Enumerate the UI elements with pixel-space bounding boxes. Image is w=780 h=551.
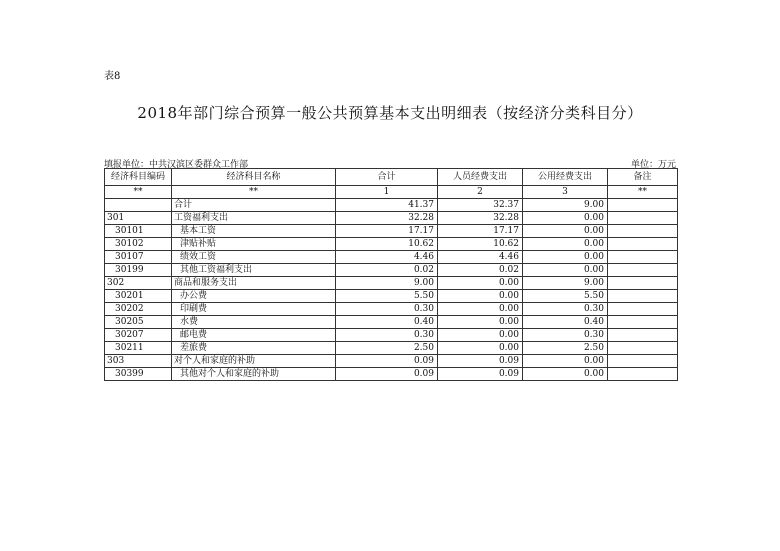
cell-public: 0.00: [523, 264, 608, 277]
cell-note: [608, 251, 678, 264]
index-row: [105, 186, 678, 199]
cell-note: [608, 199, 678, 212]
cell-name: 工资福利支出: [172, 212, 336, 225]
cell-total: 32.28: [336, 212, 438, 225]
cell-code: 30211: [105, 342, 172, 355]
cell-personnel: 0.02: [438, 264, 523, 277]
cell-code: 30199: [105, 264, 172, 277]
cell-note: [608, 225, 678, 238]
cell-personnel: 0.00: [438, 316, 523, 329]
cell-total: 41.37: [336, 199, 438, 212]
cell-note: [608, 212, 678, 225]
cell-total: 0.09: [336, 355, 438, 368]
cell-total: 4.46: [336, 251, 438, 264]
cell-note: [608, 368, 678, 381]
index-cell: **: [172, 186, 336, 199]
cell-public: 9.00: [523, 277, 608, 290]
cell-code: 30202: [105, 303, 172, 316]
cell-personnel: 0.00: [438, 303, 523, 316]
cell-name: 商品和服务支出: [172, 277, 336, 290]
cell-public: 0.30: [523, 303, 608, 316]
cell-personnel: 10.62: [438, 238, 523, 251]
cell-code: [105, 199, 172, 212]
cell-name: 绩效工资: [172, 251, 336, 264]
cell-total: 0.30: [336, 329, 438, 342]
cell-public: 0.40: [523, 316, 608, 329]
currency-unit: 单位：万元: [630, 160, 676, 170]
cell-note: [608, 316, 678, 329]
cell-code: 30201: [105, 290, 172, 303]
cell-total: 5.50: [336, 290, 438, 303]
cell-personnel: 0.00: [438, 329, 523, 342]
cell-public: 0.00: [523, 238, 608, 251]
table-row: [105, 251, 678, 264]
cell-total: 0.40: [336, 316, 438, 329]
cell-total: 0.02: [336, 264, 438, 277]
header-note: 备注: [608, 169, 678, 186]
cell-name: 印刷费: [172, 303, 336, 316]
cell-name: 差旅费: [172, 342, 336, 355]
table-row: [105, 368, 678, 381]
cell-code: 30207: [105, 329, 172, 342]
cell-name: 对个人和家庭的补助: [172, 355, 336, 368]
cell-code: 30399: [105, 368, 172, 381]
table-row: [105, 303, 678, 316]
cell-note: [608, 264, 678, 277]
cell-public: 2.50: [523, 342, 608, 355]
header-public: 公用经费支出: [523, 169, 608, 186]
cell-personnel: 32.37: [438, 199, 523, 212]
cell-name: 其他工资福利支出: [172, 264, 336, 277]
cell-personnel: 32.28: [438, 212, 523, 225]
cell-total: 0.30: [336, 303, 438, 316]
cell-name: 基本工资: [172, 225, 336, 238]
table-row: [105, 238, 678, 251]
table-row: [105, 290, 678, 303]
cell-personnel: 0.09: [438, 368, 523, 381]
cell-personnel: 4.46: [438, 251, 523, 264]
cell-note: [608, 238, 678, 251]
table-number: 表8: [104, 71, 121, 82]
table-row: [105, 355, 678, 368]
cell-personnel: 0.00: [438, 290, 523, 303]
cell-public: 0.00: [523, 212, 608, 225]
cell-public: 0.00: [523, 355, 608, 368]
cell-total: 9.00: [336, 277, 438, 290]
cell-total: 2.50: [336, 342, 438, 355]
table-row: [105, 199, 678, 212]
table-row: [105, 329, 678, 342]
cell-total: 17.17: [336, 225, 438, 238]
cell-total: 10.62: [336, 238, 438, 251]
cell-code: 30205: [105, 316, 172, 329]
cell-total: 0.09: [336, 368, 438, 381]
table-row: [105, 277, 678, 290]
cell-name: 津贴补贴: [172, 238, 336, 251]
budget-table: [104, 168, 678, 381]
cell-personnel: 0.09: [438, 355, 523, 368]
header-total: 合计: [336, 169, 438, 186]
cell-name: 办公费: [172, 290, 336, 303]
cell-note: [608, 290, 678, 303]
cell-public: 0.00: [523, 225, 608, 238]
cell-personnel: 0.00: [438, 342, 523, 355]
cell-note: [608, 277, 678, 290]
reporting-unit: 填报单位：中共汉滨区委群众工作部: [104, 160, 249, 170]
index-cell: 2: [438, 186, 523, 199]
index-cell: **: [105, 186, 172, 199]
cell-public: 0.00: [523, 368, 608, 381]
table-row: [105, 316, 678, 329]
index-cell: 1: [336, 186, 438, 199]
cell-personnel: 0.00: [438, 277, 523, 290]
cell-public: 9.00: [523, 199, 608, 212]
cell-personnel: 17.17: [438, 225, 523, 238]
document-title: 2018年部门综合预算一般公共预算基本支出明细表（按经济分类科目分）: [137, 104, 643, 122]
table-row: [105, 342, 678, 355]
table-row: [105, 264, 678, 277]
cell-note: [608, 355, 678, 368]
cell-code: 30101: [105, 225, 172, 238]
table-row: [105, 212, 678, 225]
index-cell: 3: [523, 186, 608, 199]
header-personnel: 人员经费支出: [438, 169, 523, 186]
cell-note: [608, 329, 678, 342]
cell-name: 合计: [172, 199, 336, 212]
table-row: [105, 225, 678, 238]
cell-name: 邮电费: [172, 329, 336, 342]
cell-code: 30102: [105, 238, 172, 251]
cell-public: 0.00: [523, 251, 608, 264]
cell-note: [608, 342, 678, 355]
cell-code: 302: [105, 277, 172, 290]
header-code: 经济科目编码: [105, 169, 172, 186]
cell-code: 301: [105, 212, 172, 225]
index-cell: **: [608, 186, 678, 199]
cell-code: 30107: [105, 251, 172, 264]
cell-note: [608, 303, 678, 316]
cell-code: 303: [105, 355, 172, 368]
cell-public: 0.30: [523, 329, 608, 342]
header-row: [105, 169, 678, 186]
cell-name: 水费: [172, 316, 336, 329]
cell-name: 其他对个人和家庭的补助: [172, 368, 336, 381]
cell-public: 5.50: [523, 290, 608, 303]
header-name: 经济科目名称: [172, 169, 336, 186]
